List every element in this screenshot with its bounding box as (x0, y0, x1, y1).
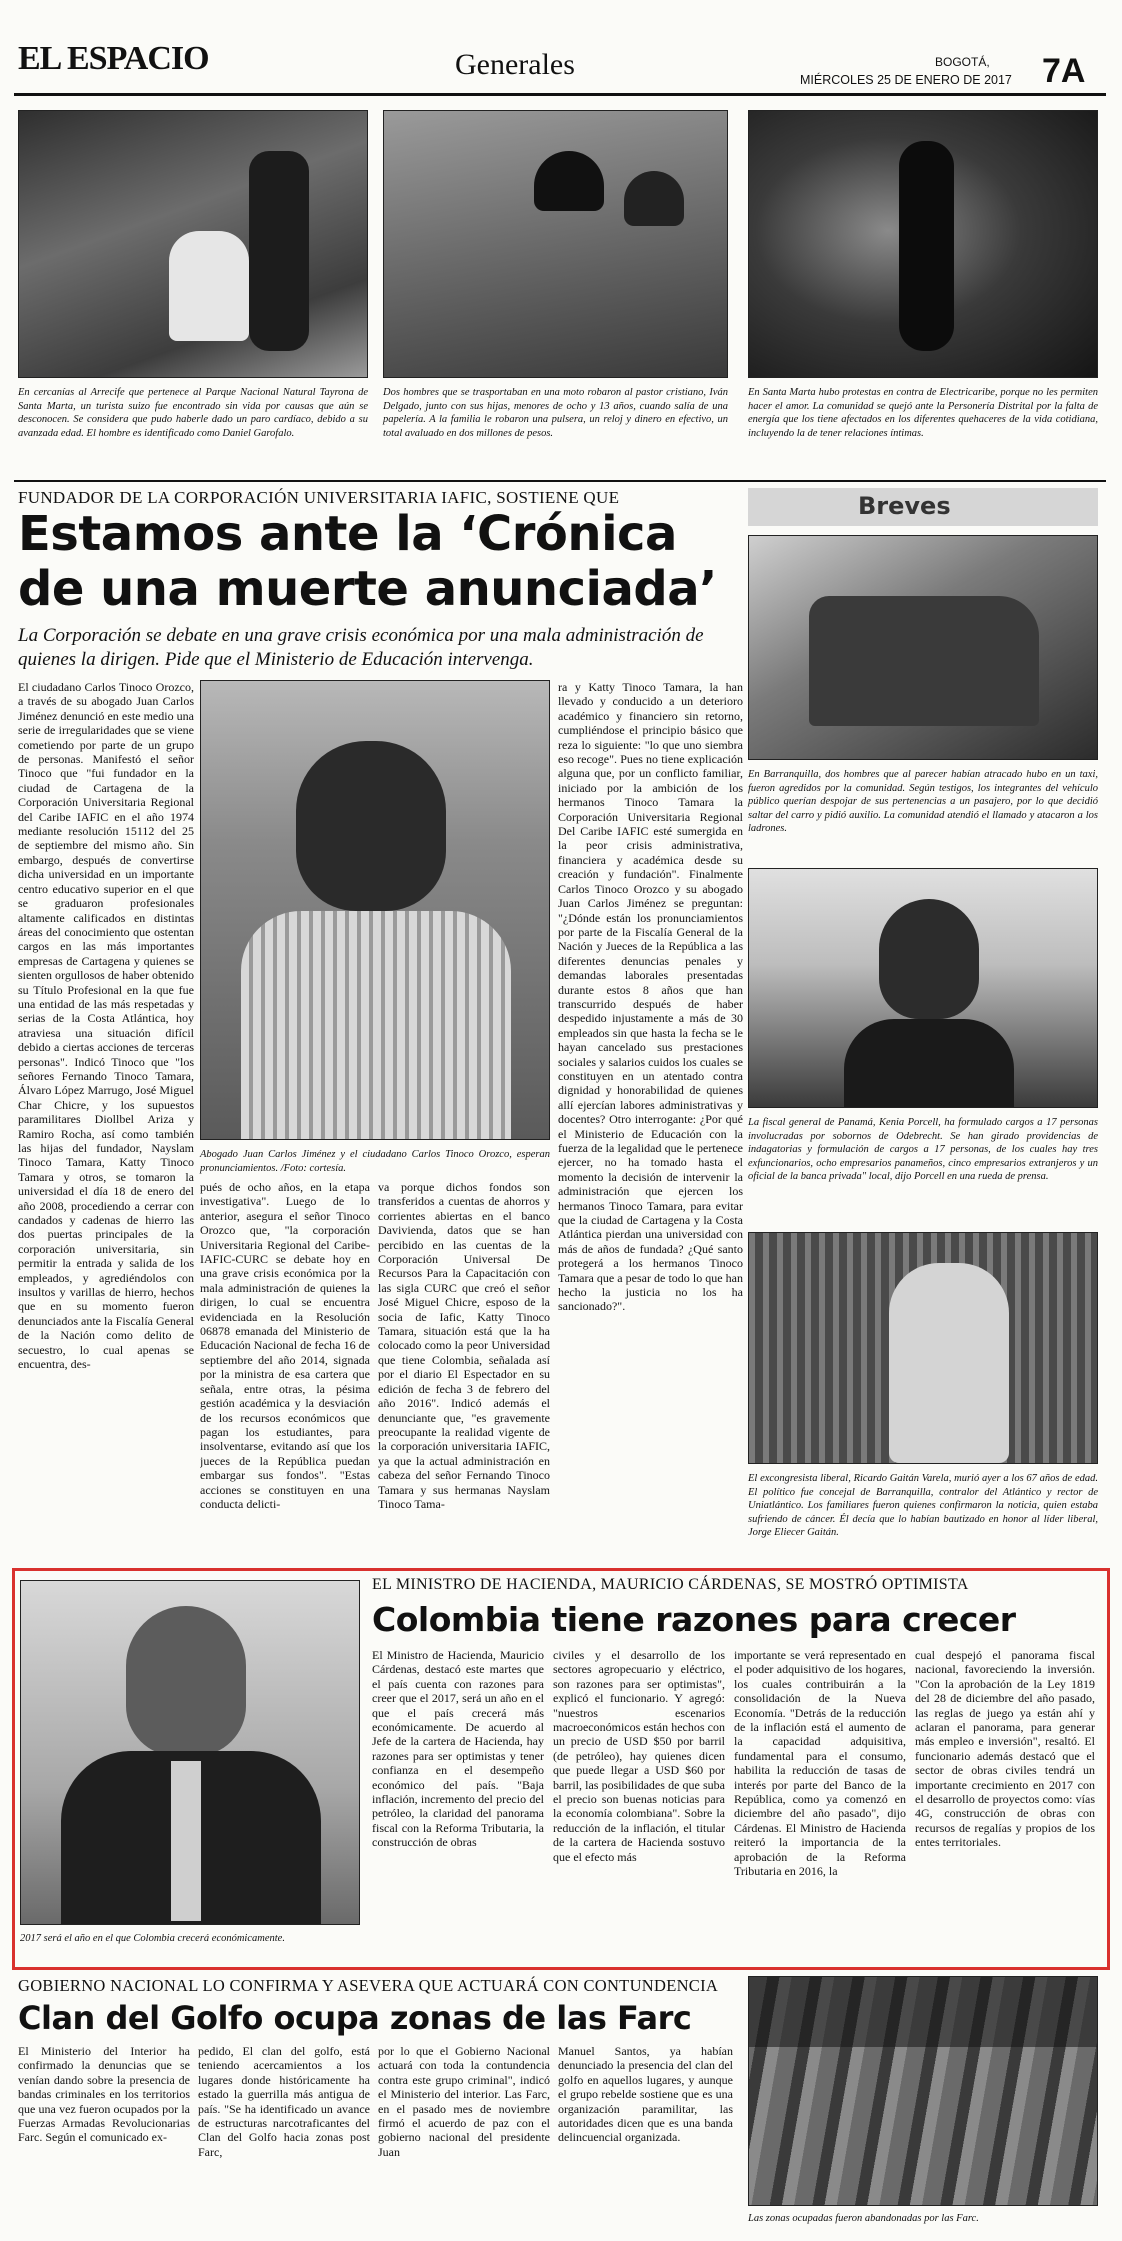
masthead-rule (14, 93, 1106, 96)
main-story-photo-caption: Abogado Juan Carlos Jiménez y el ciudadano Carlos Tinoco Orozco, esperan pronunciamientos. /Foto: cortesía. (200, 1149, 550, 1174)
minister-story-column-4: cual despejó el panorama fiscal nacional, favoreciendo la inversión. "Con la aprobación de la Ley 1819 del 28 de diciembre del año pasado, las reglas de juego ya están ahí y aclaran el panorama, para generar más empleo e inversión", resaltó. El funcionario además destacó que el sector de obras civiles tendrá un importante crecimiento en 2017 con el desarrollo de proyectos como: vías 4G, construcción de obras con recursos de regalías y propios de los entes territoriales. (915, 1648, 1095, 1850)
masthead-city: BOGOTÁ, (935, 55, 990, 69)
farc-story-headline: Clan del Golfo ocupa zonas de las Farc (18, 1999, 692, 2037)
main-story-column-4: ra y Katty Tinoco Tamara, la han llevado y conducido a un deterioro académico y financiero sin retorno, cumpliéndose el principio básico que reza lo siguiente: "lo que uno siembra eso recoge". Pues no tiene explicación alguna que, por un conflicto familiar, iniciado por la ambición de los hermanos Tinoco Tamara la Corporación Universitaria Regional Del Caribe IAFIC esté sumergida en la peor crisis administrativa, financiera y académica desde su creación y fundación". Finalmente Carlos Tinoco Orozco y su abogado Juan Carlos Jiménez se preguntan: "¿Dónde están los pronunciamientos por parte de la Fiscalía General de la Nación y Jueces de la República a las diferentes denuncias penales y demandas laborales presentadas durante estos 8 años que han transcurrido después de haber despedido injustamente a más de 30 empleados sin que hasta la fecha se le hayan cancelado sus prestaciones sociales y salarios cuidos los cuales se constituyen en un atentado contra dignidad y honorabilidad de quienes allí ejercían labores administrativas y docentes? Otro interrogante: ¿Por qué el Ministerio de Educación con la fuerza de la legalidad que le pertenece ejercer, no ha tomado hasta el momento la decisión de intervenir la administración que ejercen los hermanos Tinoco Tamara, para evitar que la ciudad de Cartagena y la Costa Atlántica pierdan una universidad con más de años de fundada? ¿Qué santo protegerá a los hermanos Tinoco Tamara que a pesar de todo lo que han hecho la justicia no los ha sancionado?". (558, 680, 743, 1314)
breves-title: Breves (858, 492, 951, 520)
main-story-column-3: va porque dichos fondos son transferidos a cuentas de ahorros y corrientes abiertas en el banco Davivienda, datos que se han percibido en las cuentas de la Corporación Universal De Recursos Para la Capacitación con las sigla CURC que creó el señor José Miguel Chicre, esposo de la socia de Iafic, Katty Tinoco Tamara, situación está que la ha colocado como la peor Universidad que tiene Colombia, señalada así por el diario El Espectador en su edición de fecha 3 de febrero del año 2016". Indicó además el denunciante que, "es gravemente preocupante la realidad vigente de la corporación universitaria IAFIC, ya que la actual administración en cabeza del señor Fernando Tinoco Tamara y sus hermanas Nayslam Tinoco Tama- (378, 1180, 550, 1511)
farc-story-column-2: pedido, El clan del golfo, está teniendo acercamientos a los lugares donde históricamente ha estado la guerrilla más antigua de país. "Se ha identificado un avance de estructuras narcotraficantes del Clan del Golfo hacia zonas post Farc, (198, 2044, 370, 2159)
newspaper-name: EL ESPACIO (18, 40, 209, 77)
minister-story-headline: Colombia tiene razones para crecer (372, 1600, 1016, 1639)
page-number: 7A (1042, 52, 1086, 90)
breves-item-3-caption: El excongresista liberal, Ricardo Gaitán Varela, murió ayer a los 67 años de edad. El político fue concejal de Barranquilla, contralor del Atlántico y rector de Uniatlántico. Los familiares fueron quienes confirmaron la noticia, quien estaba sufriendo de cáncer. Él decía que lo habían bautizado en honor al líder liberal, Jorge Eliecer Gaitán. (748, 1473, 1098, 1538)
main-story-deck: La Corporación se debate en una grave crisis económica por una mala administración de quienes la dirigen. Pide que el Ministerio de Educación intervenga. (18, 625, 704, 670)
main-story-headline-line2: de una muerte anunciada’ (18, 561, 717, 617)
farc-story-column-1: El Ministerio del Interior ha confirmado la denuncias que se venían dando sobre la presencia de bandas criminales en los territorios que una vez fueron ocupados por la Fuerzas Armadas Revolucionarias Farc. Según el comunicado ex- (18, 2044, 190, 2145)
farc-story-column-3: por lo que el Gobierno Nacional actuará con toda la contundencia contra este grupo criminal", indicó el Ministerio del interior. Las Farc, en el pasado mes de noviembre firmó el acuerdo de paz con el gobierno nacional del presidente Juan (378, 2044, 550, 2159)
minister-photo-caption: 2017 será el año en el que Colombia crecerá económicamente. (20, 1933, 285, 1944)
farc-photo-caption: Las zonas ocupadas fueron abandonadas por las Farc. (748, 2213, 979, 2224)
lawyer-and-citizen-image (200, 680, 550, 1140)
armed-group-image (748, 1976, 1098, 2206)
breves-item-2-caption: La fiscal general de Panamá, Kenia Porcell, ha formulado cargos a 17 personas involucradas por sobornos de Odebrecht. Se han girado providencias de indagatorias y formulación de cargos a 17 personas, de los cuales hay tres exfuncionarios, ocho empresarios panameños, cinco empresarios extranjeros y un oficial de la banca privada" local, dijo Porcell en una rueda de prensa. (748, 1117, 1098, 1182)
minister-story-kicker: EL MINISTRO DE HACIENDA, MAURICIO CÁRDENAS, SE MOSTRÓ OPTIMISTA (372, 1576, 969, 1593)
minister-story-column-2: civiles y el desarrollo de los sectores agropecuario y eléctrico, son razones para ser optimistas", explicó el funcionario. Y agregó: "nuestros escenarios macroeconómicos están hechos con un precio de USD $50 por barril (de petróleo), hay quienes dicen que puede llegar a USD $60 por barril, las posibilidades de que suba el precio son buenas noticias para la economía colombiana". Sobre la reducción de la inflación, el titular de la cartera de Hacienda sostuvo que el efecto más (553, 1648, 725, 1864)
section-name: Generales (455, 48, 575, 81)
panama-fiscal-image (748, 868, 1098, 1108)
main-story-column-2: pués de ocho años, en la etapa investigativa". Luego de lo anterior, asegura el señor Tinoco Orozco que, "la corporación Universitaria Regional del Caribe-IAFIC-CURC se debate hoy en una grave crisis económica por la mala administración de quienes la dirigen, lo cual se encuentra evidenciada en la Resolución 06878 emanada del Ministerio de Educación Nacional de fecha 16 de septiembre del año 2014, signada por la ministra de esa cartera que señala, entre otras, la pésima gestión académica y la desviación de los recursos económicos que pagan los estudiantes, para insolventarse, evitando así que los jueces de la República puedan embargar sus fondos". "Estas acciones se constituyen en una conducta delicti- (200, 1180, 370, 1511)
mauricio-cardenas-image (20, 1580, 360, 1925)
breves-item-1-caption: En Barranquilla, dos hombres que al parecer habían atracado hubo en un taxi, fueron agredidos por la comunidad. Según testigos, los integrantes del vehículo público querían despojar de sus pertenencias a un pasajero, por lo que decidió saltar del carro y pidió auxilio. La comunidad atendió el llamado y atacaron a los ladrones. (748, 769, 1098, 834)
main-story-kicker: FUNDADOR DE LA CORPORACIÓN UNIVERSITARIA IAFIC, SOSTIENE QUE (18, 488, 620, 507)
top-photo-2-caption: Dos hombres que se trasportaban en una moto robaron al pastor cristiano, Iván Delgado, junto con sus hijas, menores de ocho y 13 años, cuando salía de una papelería. A la familia le robaron una pulsera, un reloj y dinero en efectivo, un total avaluado en dos millones de pesos. (383, 387, 728, 439)
main-story-column-1: El ciudadano Carlos Tinoco Orozco, a través de su abogado Juan Carlos Jiménez denunció en este medio una serie de irregularidades que se viene cometiendo por parte de un grupo de personas. Manifestó el señor Tinoco que "fui fundador en la ciudad de Cartagena de la Corporación Universitaria Regional del Caribe IAFIC en el año 1974 mediante resolución 15112 del 25 de septiembre del mismo año. Sin embargo, después de convertirse dicha universidad en un importante centro educativo superior en el que se graduaron profesionales altamente calificados en distintas áreas del conocimiento que ostentan cargos en las más importantes empresas de Cartagena y quienes se sienten orgullosos de haber obtenido su Título Profesional en la que fue una entidad de las más respetadas y serias de la Costa Atlántica, hoy atraviesa una situación difícil debido a ciertas acciones de terceras personas". Indicó Tinoco que "los señores Fernando Tinoco Tamara, Álvaro López Marrugo, José Miguel Char Chicre, y los supuestos paramilitares Diollbel Ariza y Ramiro Rocha, así como también las hijas del fundador, Nayslam Tinoco Tamara, Katty Tinoco Tamara y otros, se tomaron la universidad el día 18 de enero del año 2008, procediendo a cerrar con candados y cadenas de hierro las dos puertas principales de la corporación universitaria, sin permitir la entrada y salida de los empleados, y agrediéndolos con insultos y varillas de hierro, hechos que en su momento fueron denunciados ante la Fiscalía General de la Nación como delito de secuestro, lo cual apenas se encuentra, des- (18, 680, 194, 1372)
top-photo-1-caption: En cercanías al Arrecife que pertenece al Parque Nacional Natural Tayrona de Santa Marta, un turista suizo fue encontrado sin vida por causas que aún se desconocen. Se considera que pudo haberle dado un paro cardíaco, debido a su avanzada edad. El hombre es identificado como Daniel Garofalo. (18, 387, 368, 439)
top-row-divider (14, 480, 1106, 482)
minister-story-column-3: importante se verá representado en el poder adquisitivo de los hogares, los cuales contribuirán a la consolidación de la Nueva Economía. "Detrás de la reducción de la inflación está el aumento de la capacidad adquisitiva, fundamental para el consumo, habilita la reducción de tasas de interés por parte del Banco de la República, como ya comenzó en diciembre del año pasado", dijo Cárdenas. El Ministro de Hacienda reiteró la importancia de la aprobación de la Reforma Tributaria en 2016, la (734, 1648, 906, 1879)
farc-story-column-4: Manuel Santos, ya habían denunciado la presencia del clan del golfo en aquellos lugares, y aunque el grupo rebelde sostiene que es una organización paramilitar, las autoridades dicen que es una banda delincuencial organizada. (558, 2044, 733, 2145)
top-photo-3-caption: En Santa Marta hubo protestas en contra de Electricaribe, porque no les permiten hacer el amor. La comunidad se quejó ante la Personería Distrital por la falta de energía que los tiene afectados en los diferentes quehaceres de la vida cotidiana, incluyendo la de tener relaciones íntimas. (748, 387, 1098, 439)
broken-taxi-image (748, 535, 1098, 760)
farc-story-kicker: GOBIERNO NACIONAL LO CONFIRMA Y ASEVERA QUE ACTUARÁ CON CONTUNDENCIA (18, 1976, 719, 1995)
forest-scene-image (18, 110, 368, 378)
motorcycle-robbery-image (383, 110, 728, 378)
main-story-headline-line1: Estamos ante la ‘Crónica (18, 506, 677, 562)
ricardo-gaitan-image (748, 1232, 1098, 1464)
masthead-date: MIÉRCOLES 25 DE ENERO DE 2017 (800, 73, 1012, 87)
breves-header (748, 488, 1098, 526)
minister-story-column-1: El Ministro de Hacienda, Mauricio Cárdenas, destacó este martes que el país cuenta con razones para creer que el 2017, será un año en el que el país crecerá más económicamente. De acuerdo al Jefe de la cartera de Hacienda, hay razones para ser optimistas y tener confianza en el desempeño económico del país. "Baja inflación, incremento del precio del petróleo, la claridad del panorama fiscal con la Reforma Tributaria, la construcción de obras (372, 1648, 544, 1850)
silhouette-image (748, 110, 1098, 378)
